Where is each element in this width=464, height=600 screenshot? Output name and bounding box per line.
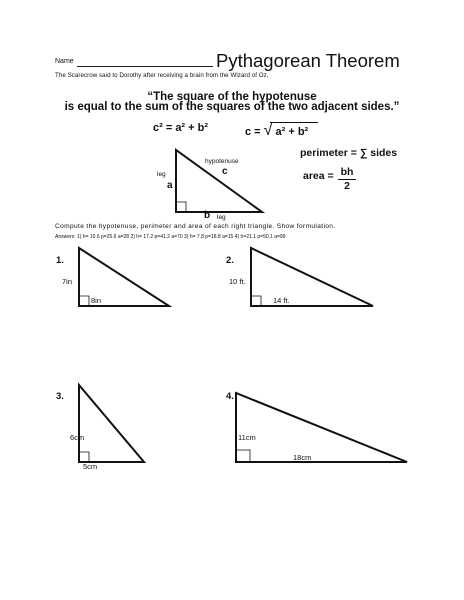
leg-bottom-label: leg [217,214,226,221]
perimeter-formula: perimeter = ∑ sides [300,147,398,159]
pythagorean-formula: c² = a² + b² [153,122,209,134]
area-numerator: bh [338,166,356,180]
problem-4-base: 18cm [293,453,312,462]
problem-1-height: 7in [62,277,73,286]
right-angle-mark-3 [79,452,89,462]
instructions: Compute the hypotenuse, perimeter and area of each right triangle. Show formulation. [55,223,336,230]
problem-2-height: 10 ft. [229,277,246,286]
sqrt-icon: √ [263,122,273,139]
hypotenuse-formula-radicand: a² + b² [275,126,309,138]
triangle-3 [79,385,144,462]
right-angle-mark-1 [79,296,89,306]
intro-text: The Scarecrow said to Dorothy after receiving a brain from the Wizard of Oz, [55,72,269,79]
problem-2-number: 2. [226,255,234,266]
problem-4-height: 11cm [238,433,256,442]
page-title: Pythagorean Theorem [216,50,400,71]
quote-line-2: is equal to the sum of the squares of the two adjacent sides.” [64,101,400,113]
problem-3-number: 3. [56,391,64,402]
right-angle-mark-ref [176,202,186,212]
problem-2-base: 14 ft. [273,296,290,305]
answer-key: Answers: 1) h= 10.6 p=25.6 a=28 2) h= 17.2 p=41.2 a=70 3) h= 7.8 p=18.8 a=15 4) h=21.1 p=50.1 a=99 [55,234,286,240]
hypotenuse-label: hypotenuse [205,158,239,165]
problem-1-base: 8in [91,296,102,305]
right-angle-mark-4 [236,450,250,462]
b-label: b [204,210,211,221]
triangle-2 [251,248,373,306]
problem-3-base: 5cm [83,462,98,471]
right-angle-mark-2 [251,296,261,306]
problem-3-height: 6cm [70,433,85,442]
problem-4-number: 4. [226,391,234,402]
area-formula-lhs: area = [303,170,334,182]
hypotenuse-formula-lhs: c = [245,126,261,138]
a-label: a [167,180,173,191]
name-label: Name [55,58,74,65]
leg-side-label: leg [157,171,166,178]
c-label: c [222,166,228,177]
quote-line-1: “The square of the hypotenuse [147,91,317,103]
problem-1-number: 1. [56,255,64,266]
area-denominator: 2 [344,180,350,192]
triangle-4 [236,393,407,462]
